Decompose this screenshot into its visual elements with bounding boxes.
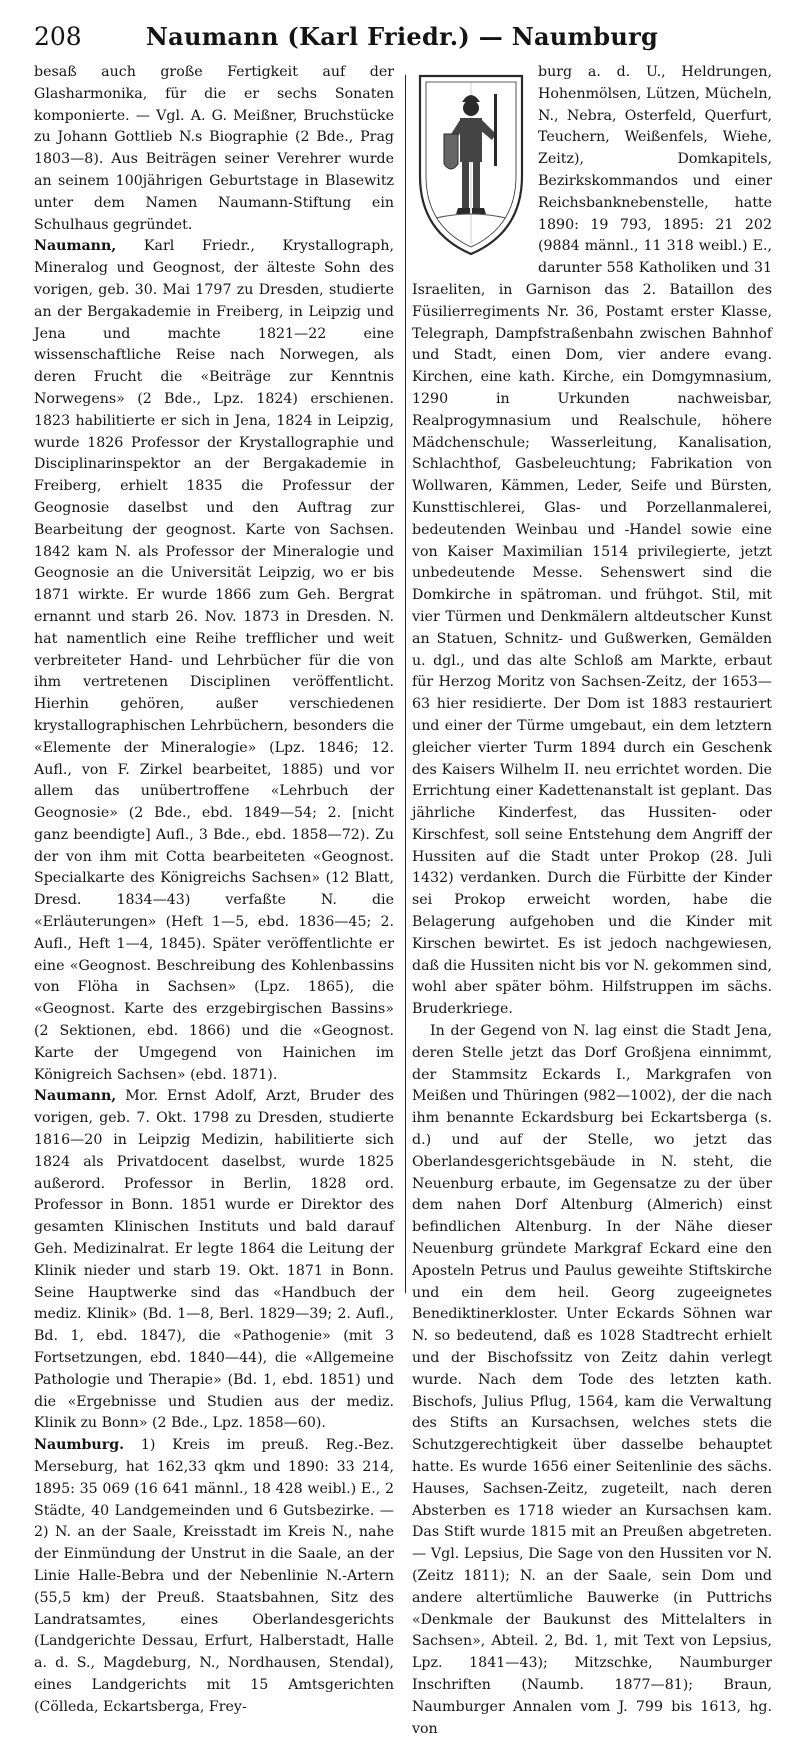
page-number: 208: [34, 22, 82, 51]
entry-naumann-karl: [34, 236, 394, 1086]
entry-text: Karl Friedr., Krystallograph, Mineralog und Geognost, der älteste Sohn des vorigen, geb. 30. Mai 1797 zu Dresden, studierte an der Bergakademie in Freiberg, in Leipzig und Jena und machte 1821—22 eine wissenschaftliche Reise nach Norwegen, als deren Frucht die «Beiträge zur Kenntnis Norwegens» (2 Bde., Lpz. 1824) erschienen. 1823 habilitierte er sich in Jena, 1824 in Leipzig, wurde 1826 Professor der Krystallographie und Disciplinarinspektor an der Bergakademie in Freiberg, erhielt 1835 die Professur der Geognosie daselbst und den Auftrag zur Bearbeitung der geognost. Karte von Sachsen. 1842 kam N. als Professor der Mineralogie und Geognosie an die Universität Leipzig, wo er bis 1871 wirkte. Er wurde 1866 zum Geh. Bergrat ernannt und starb 26. Nov. 1873 in Dresden. N. hat namentlich eine Reihe trefflicher und weit verbreiteter Hand- und Lehrbücher für die von ihm vertretenen Disciplinen veröffentlicht. Hierhin gehören, außer verschiedenen krystallographischen Lehrbüchern, besonders die «Elemente der Mineralogie» (Lpz. 1846; 12. Aufl., von F. Zirkel bearbeitet, 1885) und vor allem das unübertroffene «Lehrbuch der Geognosie» (2 Bde., ebd. 1849—54; 2. [nicht ganz beendigte] Aufl., 3 Bde., ebd. 1858—72). Zu der von ihm mit Cotta bearbeiteten «Geognost. Specialkarte des Königreichs Sachsen» (12 Blatt, Dresd. 1834—43) verfaßte N. die «Erläuterungen» (Heft 1—5, ebd. 1836—45; 2. Aufl., Heft 1—4, 1845). Später veröffentlichte er eine «Geognost. Beschreibung des Kohlenbassins von Flöha in Sachsen» (Lpz. 1865), die «Geognost. Karte des erzgebirgischen Bassins» (2 Sektionen, ebd. 1866) und die «Geognost. Karte der Umgegend von Hainichen im Königreich Sachsen» (ebd. 1871).: [34, 238, 394, 1083]
entry-text: Mor. Ernst Adolf, Arzt, Bruder des vorigen, geb. 7. Okt. 1798 zu Dresden, studierte 1816—20 in Leipzig Medizin, habilitierte sich 1824 als Privatdocent daselbst, wurde 1825 außerord. Professor in Berlin, 1828 ord. Professor in Bonn. 1851 wurde er Direktor des gesamten Klinischen Instituts und bald darauf Geh. Medizinalrat. Er legte 1864 die Leitung der Klinik nieder und starb 19. Okt. 1871 in Bonn. Seine Hauptwerke sind das «Handbuch der mediz. Klinik» (Bd. 1—8, Berl. 1829—39; 2. Aufl., Bd. 1, ebd. 1847), die «Pathogenie» (mit 3 Fortsetzungen, ebd. 1840—44), die «Allgemeine Pathologie und Therapie» (Bd. 1, ebd. 1851) und die «Ergebnisse und Studien aus der mediz. Klinik zu Bonn» (2 Bde., Lpz. 1858—60).: [34, 1088, 394, 1432]
page-header: [34, 14, 770, 54]
headword: Naumann,: [34, 238, 117, 255]
entry-text: 1) Kreis im preuß. Reg.-Bez. Merseburg, hat 162,33 qkm und 1890: 33 214, 1895: 35 069 (16 641 männl., 18 428 weibl.) E., 2 Städte, 40 Landgemeinden und 6 Gutsbezirke. — 2) N. an der Saale, Kreisstadt im Kreis N., nahe der Einmündung der Unstrut in die Saale, an der Linie Halle-Bebra und der Nebenlinie N.-Artern (55,5 km) der Preuß. Staatsbahnen, Sitz des Landratsamtes, eines Oberlandesgerichts (Landgerichte Dessau, Erfurt, Halberstadt, Halle a. d. S., Magdeburg, N., Nordhausen, Stendal), eines Landgerichts mit 15 Amtsgerichten (Cölleda, Eckartsberga, Frey-: [34, 1437, 394, 1715]
headword: Naumburg.: [34, 1437, 125, 1454]
entry-naumburg-history: In der Gegend von N. lag einst die Stadt Jena, deren Stelle jetzt das Dorf Großjena einnimmt, der Stammsitz Eckards I., Markgrafen von Meißen und Thüringen (982—1002), der die nach ihm benannte Eckardsburg bei Eckartsberga (s. d.) und auf der Stelle, wo jetzt das Oberlandesgerichtsgebäude in N. steht, die Neuenburg erbaute, im Gegensatze zu der über dem nahen Dorf Altenburg (Almerich) einst befindlichen Altenburg. In der Nähe dieser Neuenburg gründete Markgraf Eckard eine den Aposteln Petrus und Paulus geweihte Stiftskirche und ein dem heil. Georg zugeeignetes Benediktinerkloster. Unter Eckards Söhnen war N. so bedeutend, daß es 1028 Stadtrecht erhielt und der Bischofssitz von Zeitz dahin verlegt wurde. Nach dem Tode des letzten kath. Bischofs, Julius Pflug, 1564, kam die Verwaltung des Stifts an Kursachsen, welches stets die Schutzgerechtigkeit über dasselbe behauptet hatte. Es wurde 1656 einer Seitenlinie des sächs. Hauses, Sachsen-Zeitz, zugeteilt, nach deren Absterben es 1718 wieder an Kursachsen kam. Das Stift wurde 1815 mit an Preußen abgetreten. — Vgl. Lepsius, Die Sage von den Hussiten vor N. (Zeitz 1811); N. an der Saale, sein Dom und andere altertümliche Bauwerke (in Puttrichs «Denkmale der Baukunst des Mittelalters in Sachsen», Abteil. 2, Bd. 1, mit Text von Lepsius, Lpz. 1841—43); Mitzschke, Naumburger Inschriften (Naumb. 1877—81); Braun, Naumburger Annalen vom J. 799 bis 1613, hg. von: [412, 1023, 772, 1737]
entry-naumburg-continued: burg a. d. U., Heldrungen, Hohenmölsen, Lützen, Mücheln, N., Nebra, Osterfeld, Querfurt, Teuchern, Weißenfels, Wiehe, Zeitz), Domkapitels, Bezirkskommandos und einer Reichsbanknebenstelle, hatte 1890: 19 793, 1895: 21 202 (9884 männl., 11 318 weibl.) E., darunter 558 Katholiken und 31 Israeliten, in Garnison das 2. Bataillon des Füsilierregiments Nr. 36, Postamt erster Klasse, Telegraph, Dampfstraßenbahn zwischen Bahnhof und Stadt, einen Dom, vier andere evang. Kirchen, eine kath. Kirche, ein Domgymnasium, 1290 in Urkunden nachweisbar, Realprogymnasium und Realschule, höhere Mädchenschule; Wasserleitung, Kanalisation, Schlachthof, Gasbeleuchtung; Fabrikation von Wollwaren, Kämmen, Leder, Seife und Bürsten, Kunsttischlerei, Glas- und Porzellanmalerei, bedeutenden Weinbau und -Handel sowie eine von Kaiser Maximilian 1514 privilegierte, jetzt unbedeutende Messe. Sehenswert sind die Domkirche in spätroman. und frühgot. Stil, mit vier Türmen und Denkmälern altdeutscher Kunst an Statuen, Schnitz- und Gußwerken, Gemälden u. dgl., und das alte Schloß am Markte, erbaut für Herzog Moritz von Sachsen-Zeitz, der 1653—63 hier residierte. Der Dom ist 1883 restauriert und einer der Türme umgebaut, ein dem letztern gleicher vierter Turm 1894 durch ein Geschenk des Kaisers Wilhelm II. neu errichtet worden. Die Errichtung einer Kadettenanstalt ist geplant. Das jährliche Kinderfest, das Hussiten- oder Kirschfest, soll seine Entstehung dem Angriff der Hussiten auf die Stadt unter Prokop (28. Juli 1432) verdanken. Durch die Fürbitte der Kinder sei Prokop erweicht worden, habe die Belagerung aufgehoben und die Kinder mit Kirschen bewirtet. Es ist jedoch nachgewiesen, daß die Hussiten nicht bis vor N. gekommen sind, wohl aber später böhm. Hilfstruppen im sächs. Bruderkriege.: [412, 64, 772, 1018]
column-divider: [405, 75, 406, 1293]
entry-naumann-moritz: [34, 1086, 394, 1435]
entry-naumburg: [34, 1435, 394, 1718]
left-column: [34, 62, 394, 1719]
running-title: Naumann (Karl Friedr.) — Naumburg: [145, 22, 659, 51]
entry-continuation: besaß auch große Fertigkeit auf der Glasharmonika, für die er sechs Sonaten komponierte. — Vgl. A. G. Meißner, Bruchstücke zu Johann Gottlieb N.s Biographie (2 Bde., Prag 1803—8). Aus Beiträgen seiner Verehrer wurde an seinem 100jährigen Geburtstage in Blasewitz unter dem Namen Naumann-Stiftung ein Schulhaus gegründet.: [34, 64, 394, 233]
headword: Naumann,: [34, 1088, 117, 1105]
right-column: [412, 62, 772, 1740]
coat-of-arms-illustration: [412, 64, 530, 260]
